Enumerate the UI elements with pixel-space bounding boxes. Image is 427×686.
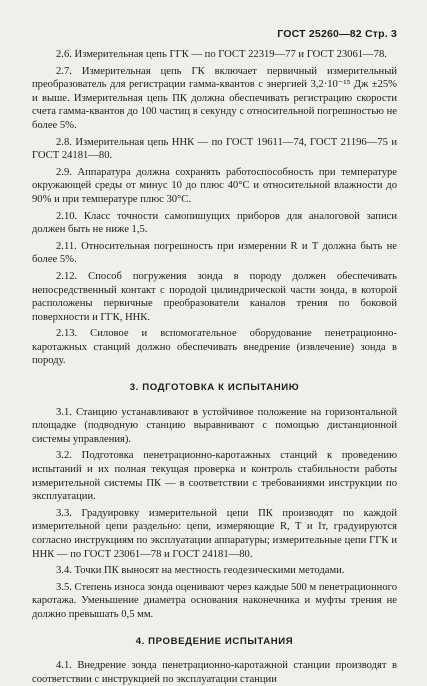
section-heading-4: 4. ПРОВЕДЕНИЕ ИСПЫТАНИЯ (135, 635, 294, 647)
paragraph-4-1: 4.1. Внедрение зонда пенетрационно-каротажной станции производят в соответствии с инструкцией по эксплуатации станции (32, 660, 397, 685)
paragraph-2-10: 2.10. Класс точности самопишущих приборов для аналоговой записи должен быть не ниже 1,5. (32, 210, 397, 236)
standard-number: ГОСТ 25260—82 (277, 28, 362, 40)
paragraph-2-6: 2.6. Измерительная цепь ГГК — по ГОСТ 22319—77 и ГОСТ 23061—78. (56, 49, 387, 60)
section-heading-3: 3. ПОДГОТОВКА К ИСПЫТАНИЮ (129, 382, 300, 394)
paragraph-3-3: 3.3. Градуировку измерительной цепи ПК производят по каждой измерительной цепи раздельно: цепи, измеряющие R, T и Iт, градуируются согласно инструкциям по эксплуатации аппаратуры; измерительные цепи ГГК и ННК — по ГОСТ 23061—78 и ГОСТ 24181—80. (32, 507, 397, 560)
paragraph-2-9: 2.9. Аппаратура должна сохранять работоспособность при температуре окружающей среды от минус 10 до плюс 40°С и относительной влажности до 90% и при температуре плюс 30°С. (32, 166, 397, 205)
paragraph-3-5: 3.5. Степень износа зонда оценивают через каждые 500 м пенетрационного каротажа. Уменьшение диаметра основания наконечника и муфты трения не должно превышать 0,5 мм. (32, 581, 397, 620)
page-number: Стр. 3 (364, 28, 397, 40)
paragraph-3-2: 3.2. Подготовка пенетрационно-каротажных станций к проведению испытаний и их полная текущая проверка и контроль стабильности работы измерительной системы ПК — в соответствии с требованиями инструкции по эксплуатации. (32, 450, 397, 503)
paragraph-2-11: 2.11. Относительная погрешность при измерении R и T должна быть не более 5%. (32, 240, 397, 266)
paragraph-3-4: 3.4. Точки ПК выносят на местность геодезическими методами. (56, 565, 345, 577)
document-body (32, 48, 397, 686)
page-header (277, 28, 397, 40)
paragraph-3-1: 3.1. Станцию устанавливают в устойчивое положение на горизонтальной площадке (подводную станцию выравнивают с помощью дистанционной системы управления). (32, 406, 397, 445)
paragraph-2-12: 2.12. Способ погружения зонда в породу должен обеспечивать непосредственный контакт с породой цилиндрической части зонда, в которой расположены первичные преобразователи каналов трения по боковой поверхности и ГГК, ННК. (32, 270, 397, 323)
paragraph-2-13: 2.13. Силовое и вспомогательное оборудование пенетрационно-каротажных станций должно обеспечивать внедрение (извлечение) зонда в породу. (32, 328, 397, 367)
paragraph-2-8: 2.8. Измерительная цепь ННК — по ГОСТ 19611—74, ГОСТ 21196—75 и ГОСТ 24181—80. (32, 136, 397, 162)
paragraph-2-7: 2.7. Измерительная цепь ГК включает первичный измерительный преобразователь для регистрации гамма-квантов с энергией 3,2·10⁻¹⁵ Дж ±25% и выше. Измерительная цепь ПК должна обеспечивать регистрацию скорости счета гамма-квантов до 100 частиц в секунду с относительной погрешностью не более 5%. (32, 65, 397, 131)
